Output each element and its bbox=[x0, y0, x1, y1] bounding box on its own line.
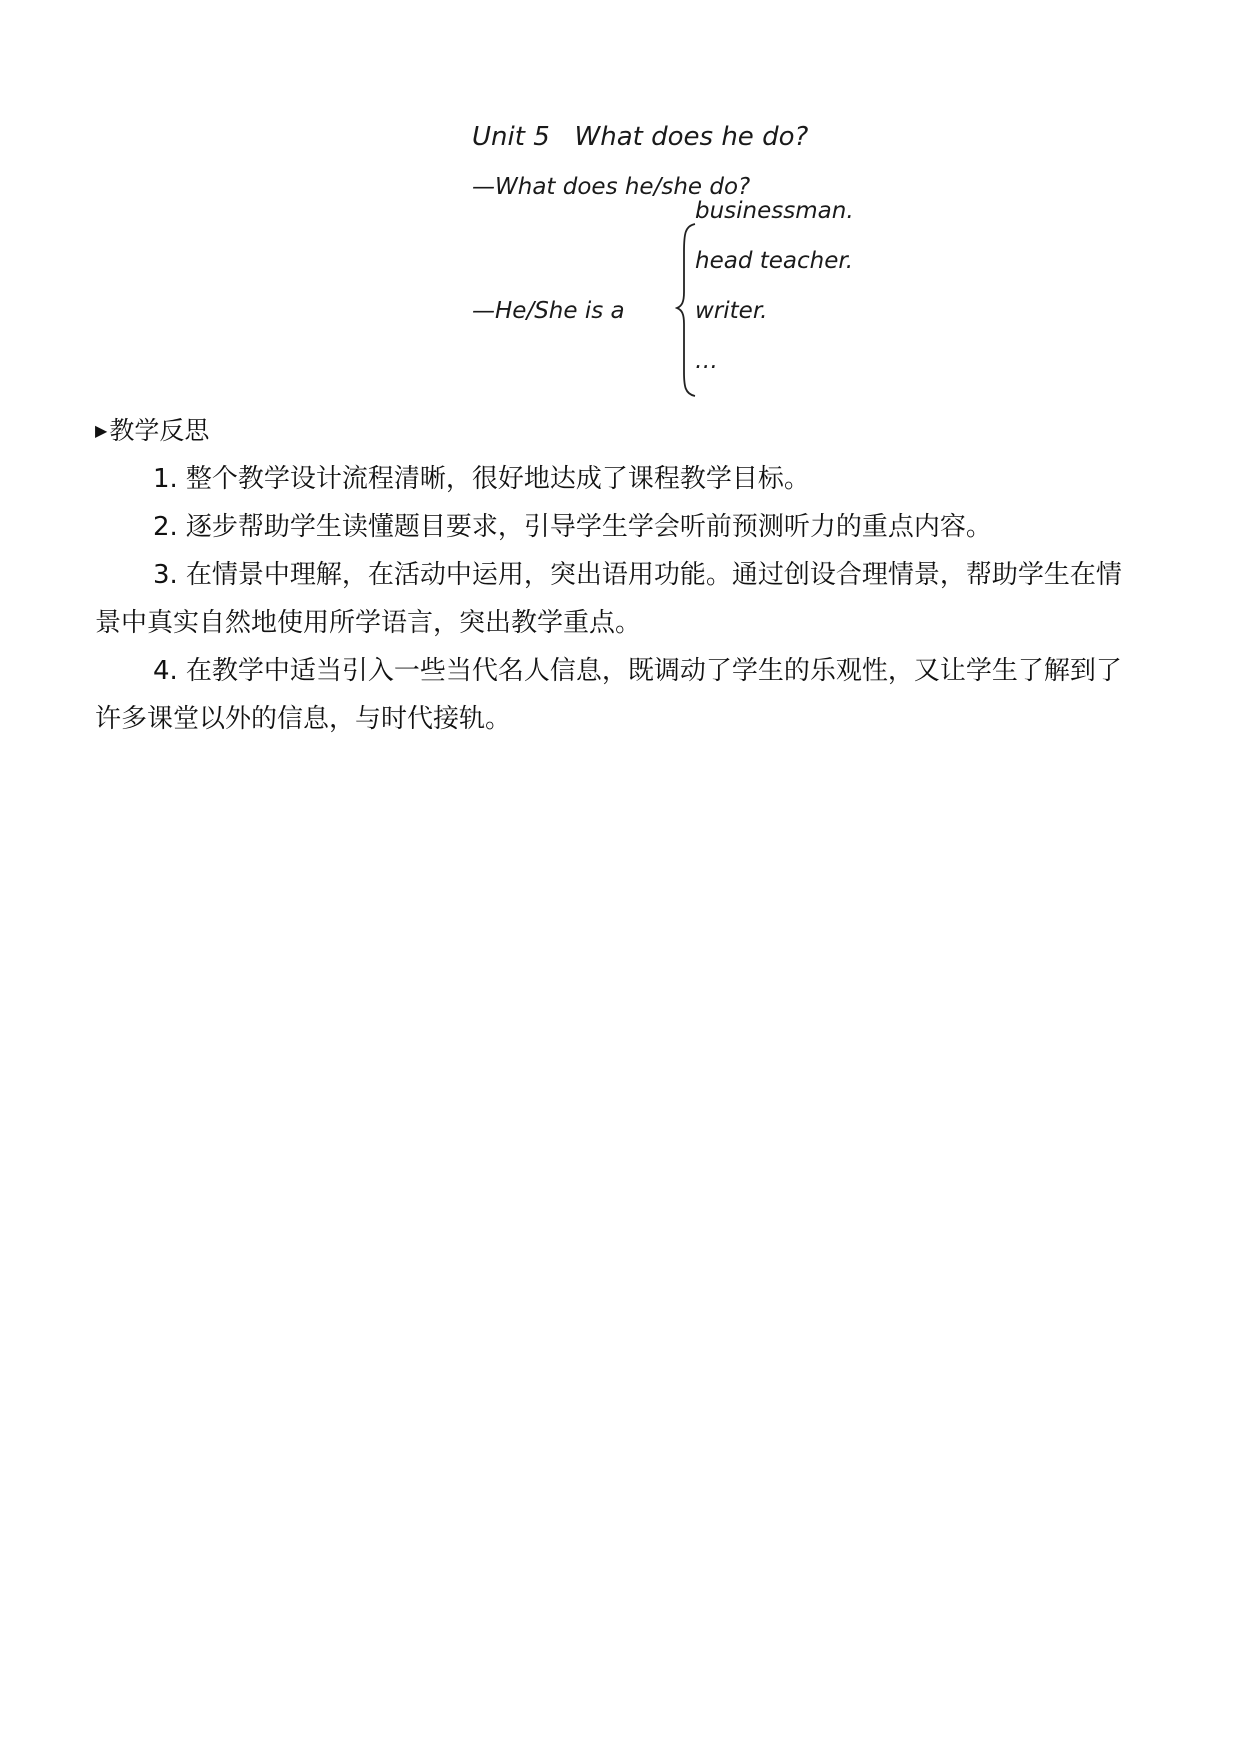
reflection-item-number: 3. bbox=[153, 560, 178, 590]
reflection-item bbox=[95, 455, 1145, 503]
reflection-item-text: 在情景中理解，在活动中运用，突出语用功能。通过创设合理情景，帮助学生在情景中真实自然地使用所学语言，突出教学重点。 bbox=[95, 560, 1122, 638]
board-option: businessman. bbox=[695, 198, 854, 224]
reflection-item-text: 整个教学设计流程清晰，很好地达成了课程教学目标。 bbox=[185, 464, 810, 494]
reflection-item bbox=[95, 647, 1145, 743]
board-option: writer. bbox=[695, 298, 768, 324]
reflection-heading bbox=[95, 411, 209, 447]
reflection-heading-text: 教学反思 bbox=[109, 416, 210, 445]
reflection-item bbox=[95, 551, 1145, 647]
reflection-item-number: 2. bbox=[153, 512, 178, 542]
board-unit: Unit 5 bbox=[472, 122, 550, 152]
board-option: … bbox=[695, 348, 718, 374]
board-option: head teacher. bbox=[695, 248, 854, 274]
triangle-bullet-icon: ▶ bbox=[95, 421, 108, 440]
board-question: —What does he/she do? bbox=[472, 174, 751, 200]
blackboard-design bbox=[470, 118, 890, 408]
reflection-item-number: 4. bbox=[153, 656, 178, 686]
board-title bbox=[472, 122, 808, 152]
board-title-text: What does he do? bbox=[574, 122, 809, 152]
reflection-item bbox=[95, 503, 1145, 551]
board-answer-stem: —He/She is a bbox=[472, 298, 625, 324]
reflection-item-number: 1. bbox=[153, 464, 178, 494]
reflection-item-text: 在教学中适当引入一些当代名人信息，既调动了学生的乐观性，又让学生了解到了许多课堂以外的信息，与时代接轨。 bbox=[95, 656, 1122, 734]
reflection-item-text: 逐步帮助学生读懂题目要求，引导学生学会听前预测听力的重点内容。 bbox=[185, 512, 992, 542]
